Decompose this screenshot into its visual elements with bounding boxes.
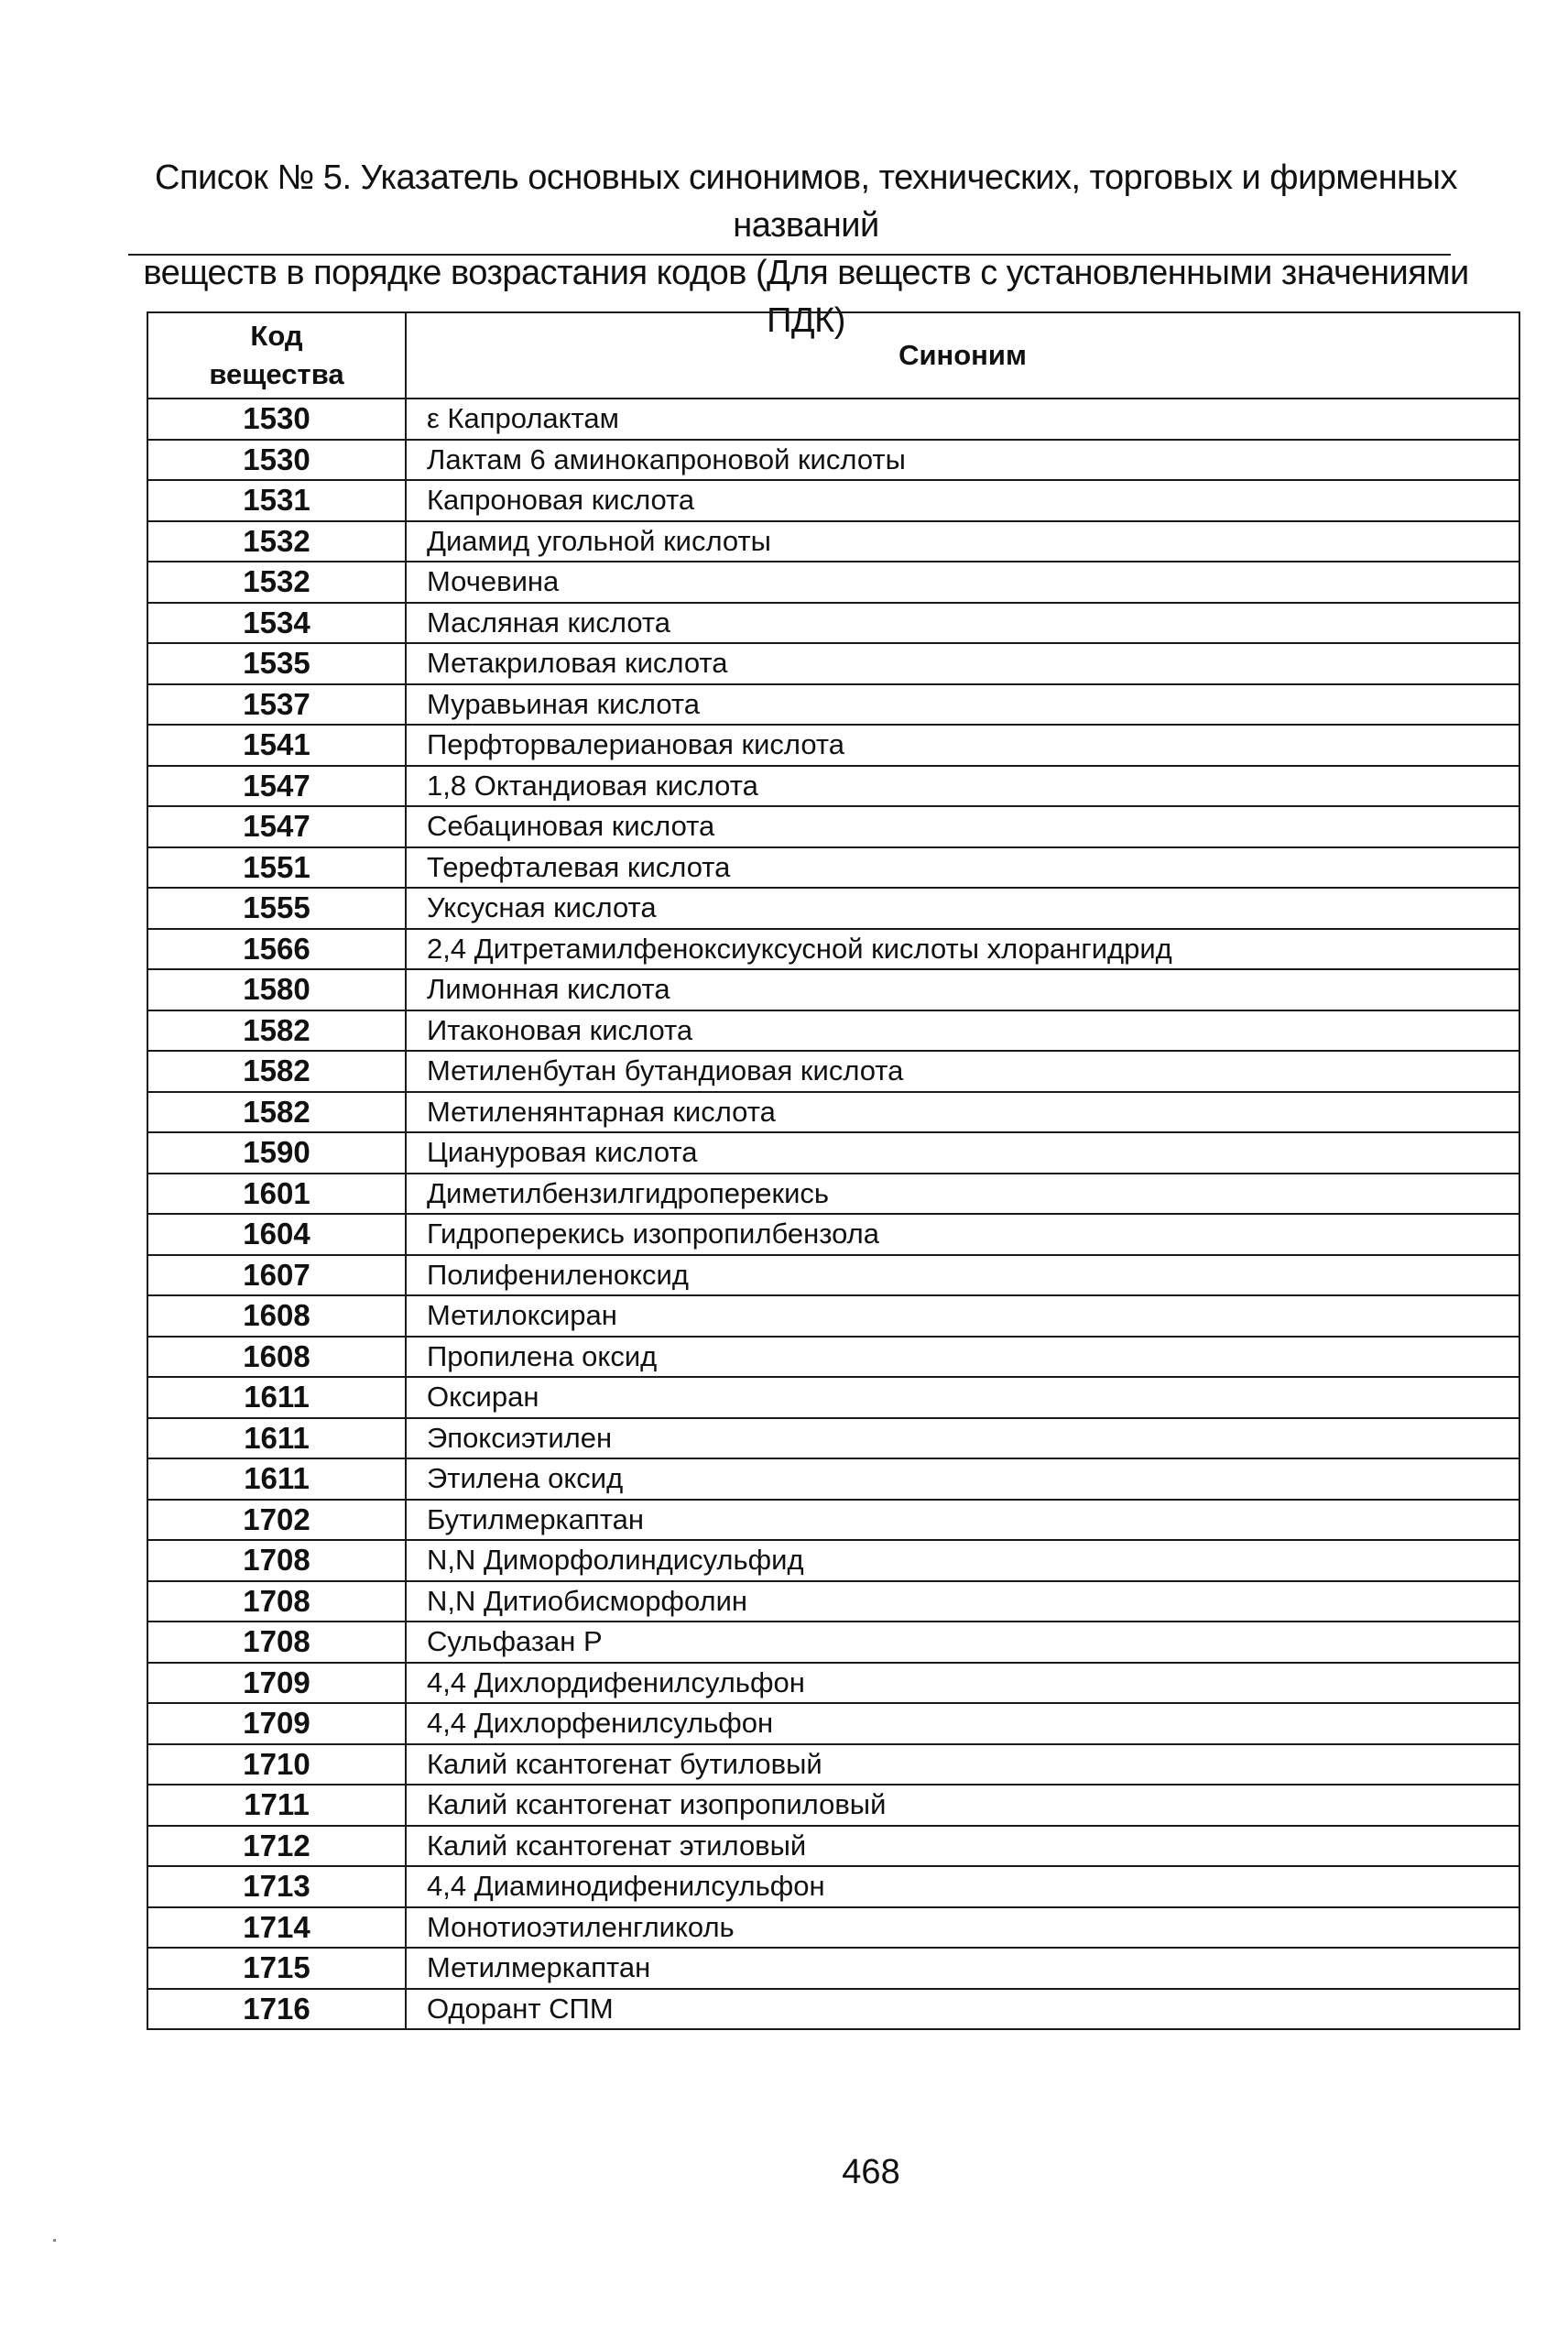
substance-code: 1712 [147, 1826, 406, 1867]
substance-code: 1534 [147, 603, 406, 644]
page-number: 468 [842, 2153, 900, 2191]
substance-synonym: Эпоксиэтилен [406, 1418, 1519, 1459]
substance-code: 1711 [147, 1785, 406, 1826]
substance-code: 1582 [147, 1010, 406, 1052]
substance-code: 1708 [147, 1540, 406, 1581]
table-row [147, 1663, 1519, 1704]
substance-code: 1702 [147, 1500, 406, 1541]
heading-line-1: Список № 5. Указатель основных синонимов, технических, торговых и фирменных названий [155, 158, 1457, 245]
table-row [147, 1337, 1519, 1378]
substance-synonym: Лактам 6 аминокапроновой кислоты [406, 440, 1519, 481]
substance-synonym: N,N Дитиобисморфолин [406, 1581, 1519, 1622]
substance-code: 1532 [147, 521, 406, 562]
table-row [147, 399, 1519, 440]
table-row [147, 929, 1519, 970]
substance-code: 1709 [147, 1703, 406, 1744]
substance-code: 1708 [147, 1581, 406, 1622]
table-row [147, 1418, 1519, 1459]
table-row [147, 1744, 1519, 1785]
substance-code: 1715 [147, 1948, 406, 1989]
substance-code: 1541 [147, 725, 406, 766]
table-row [147, 1785, 1519, 1826]
substance-code: 1611 [147, 1377, 406, 1418]
table-row [147, 1132, 1519, 1174]
table-row [147, 847, 1519, 889]
substance-synonym: Одорант СПМ [406, 1989, 1519, 2030]
substance-synonym: ε Капролактам [406, 399, 1519, 440]
substance-code: 1547 [147, 806, 406, 847]
table-row [147, 480, 1519, 521]
table-row [147, 1051, 1519, 1092]
substance-synonym: Калий ксантогенат изопропиловый [406, 1785, 1519, 1826]
substance-code: 1716 [147, 1989, 406, 2030]
substance-code: 1551 [147, 847, 406, 889]
table-row [147, 1581, 1519, 1622]
table-row [147, 603, 1519, 644]
table-row [147, 562, 1519, 603]
substance-synonym: Бутилмеркаптан [406, 1500, 1519, 1541]
substance-synonym: Метилоксиран [406, 1295, 1519, 1337]
header-code [147, 312, 406, 399]
substance-code: 1531 [147, 480, 406, 521]
substance-synonym: Итаконовая кислота [406, 1010, 1519, 1052]
substance-code: 1601 [147, 1174, 406, 1215]
substance-synonym: Гидроперекись изопропилбензола [406, 1214, 1519, 1255]
substance-synonym: 2,4 Дитретамилфеноксиуксусной кислоты хлорангидрид [406, 929, 1519, 970]
page-footer [0, 2153, 1568, 2192]
substance-code: 1532 [147, 562, 406, 603]
substance-synonym: N,N Диморфолиндисульфид [406, 1540, 1519, 1581]
substance-synonym: Калий ксантогенат бутиловый [406, 1744, 1519, 1785]
header-code-line-2: вещества [209, 358, 344, 390]
substance-synonym: Перфторвалериановая кислота [406, 725, 1519, 766]
substance-synonym: Пропилена оксид [406, 1337, 1519, 1378]
header-synonym: Синоним [406, 312, 1519, 399]
heading-line-2: веществ в порядке возрастания кодов (Для веществ с установленными значениями ПДК) [143, 254, 1469, 340]
table-row [147, 440, 1519, 481]
substance-synonym: 4,4 Дихлордифенилсульфон [406, 1663, 1519, 1704]
substance-synonym: 4,4 Дихлорфенилсульфон [406, 1703, 1519, 1744]
substance-code: 1611 [147, 1418, 406, 1459]
substance-code: 1530 [147, 399, 406, 440]
table-row [147, 1255, 1519, 1296]
header-code-line-1: Код [250, 320, 303, 352]
substance-synonym: Калий ксантогенат этиловый [406, 1826, 1519, 1867]
substance-code: 1566 [147, 929, 406, 970]
substance-synonym: Циануровая кислота [406, 1132, 1519, 1174]
table-row [147, 1010, 1519, 1052]
substance-code: 1607 [147, 1255, 406, 1296]
substance-synonym: Диметилбензилгидроперекись [406, 1174, 1519, 1215]
substance-code: 1590 [147, 1132, 406, 1174]
table-row [147, 806, 1519, 847]
table-row [147, 1989, 1519, 2030]
substance-synonym: 4,4 Диаминодифенилсульфон [406, 1866, 1519, 1907]
substance-synonym: Оксиран [406, 1377, 1519, 1418]
substance-synonym: Мочевина [406, 562, 1519, 603]
table-row [147, 766, 1519, 807]
table-row [147, 684, 1519, 726]
substance-synonym: Лимонная кислота [406, 969, 1519, 1010]
table-row [147, 969, 1519, 1010]
table-row [147, 521, 1519, 562]
substance-synonym: Монотиоэтиленгликоль [406, 1907, 1519, 1949]
heading-underline [128, 254, 1451, 256]
table-row [147, 1377, 1519, 1418]
substance-synonym: Капроновая кислота [406, 480, 1519, 521]
table-row [147, 1500, 1519, 1541]
table-row [147, 1826, 1519, 1867]
substance-synonym: Терефталевая кислота [406, 847, 1519, 889]
substance-synonym: Метилмеркаптан [406, 1948, 1519, 1989]
table-row [147, 1703, 1519, 1744]
substance-code: 1604 [147, 1214, 406, 1255]
substance-code: 1535 [147, 643, 406, 684]
substance-code: 1714 [147, 1907, 406, 1949]
substance-code: 1555 [147, 888, 406, 929]
substance-code: 1547 [147, 766, 406, 807]
table-row [147, 1907, 1519, 1949]
table-row [147, 643, 1519, 684]
table-body [147, 399, 1519, 2029]
substance-code: 1709 [147, 1663, 406, 1704]
substance-code: 1530 [147, 440, 406, 481]
substance-code: 1537 [147, 684, 406, 726]
table-row [147, 1214, 1519, 1255]
substance-synonym: Метиленянтарная кислота [406, 1092, 1519, 1133]
table-header-row [147, 312, 1519, 399]
substance-synonym: Муравьиная кислота [406, 684, 1519, 726]
table-row [147, 1866, 1519, 1907]
substance-code: 1713 [147, 1866, 406, 1907]
substance-synonym: Уксусная кислота [406, 888, 1519, 929]
substance-code: 1582 [147, 1051, 406, 1092]
substance-synonym: Метакриловая кислота [406, 643, 1519, 684]
substance-synonym: Себациновая кислота [406, 806, 1519, 847]
substance-synonym: 1,8 Октандиовая кислота [406, 766, 1519, 807]
synonyms-table [147, 311, 1520, 2030]
table-row [147, 1295, 1519, 1337]
table-row [147, 1174, 1519, 1215]
substance-synonym: Сульфазан Р [406, 1622, 1519, 1663]
table-row [147, 1622, 1519, 1663]
substance-synonym: Диамид угольной кислоты [406, 521, 1519, 562]
substance-code: 1582 [147, 1092, 406, 1133]
table-row [147, 888, 1519, 929]
table-row [147, 725, 1519, 766]
scan-speck [53, 2239, 56, 2242]
substance-code: 1608 [147, 1295, 406, 1337]
substance-synonym: Масляная кислота [406, 603, 1519, 644]
table-row [147, 1540, 1519, 1581]
substance-code: 1708 [147, 1622, 406, 1663]
substance-code: 1611 [147, 1458, 406, 1500]
table-row [147, 1948, 1519, 1989]
table-row [147, 1458, 1519, 1500]
substance-code: 1608 [147, 1337, 406, 1378]
table-row [147, 1092, 1519, 1133]
substance-synonym: Полифениленоксид [406, 1255, 1519, 1296]
substance-synonym: Этилена оксид [406, 1458, 1519, 1500]
substance-code: 1580 [147, 969, 406, 1010]
substance-code: 1710 [147, 1744, 406, 1785]
substance-synonym: Метиленбутан бутандиовая кислота [406, 1051, 1519, 1092]
